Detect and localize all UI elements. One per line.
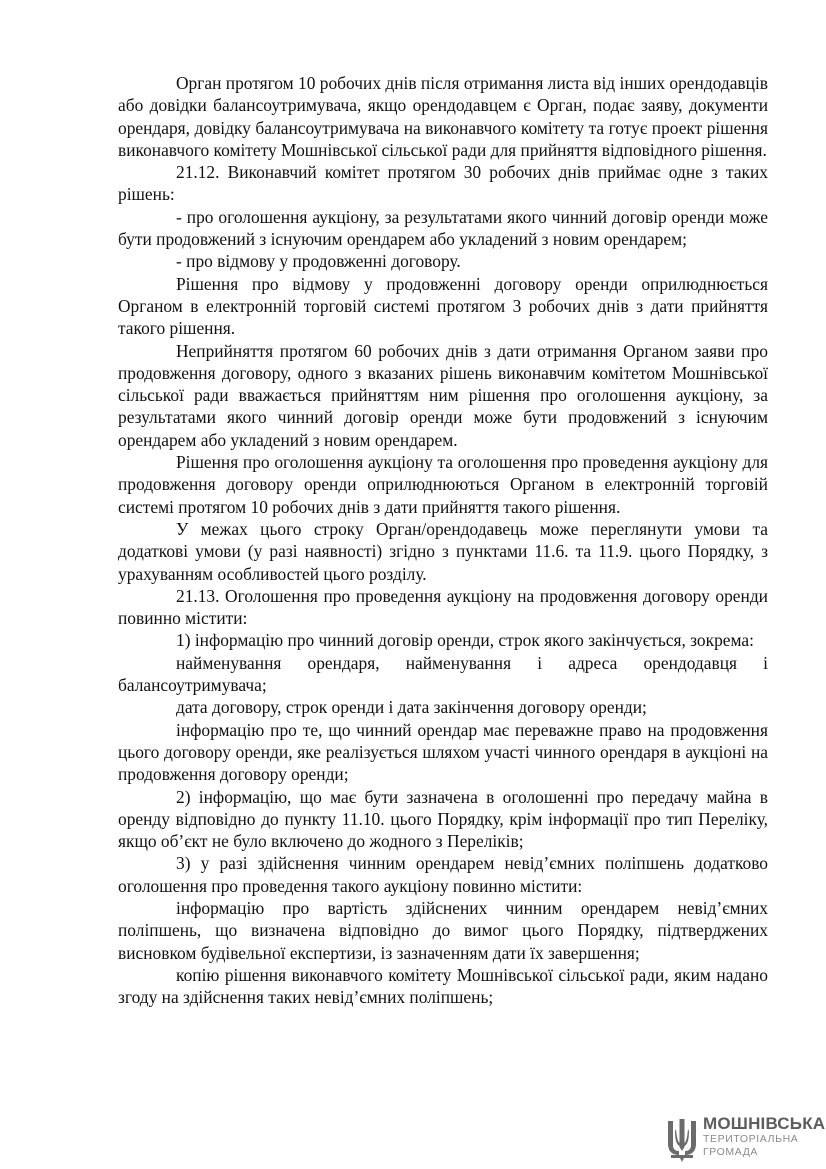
logo-title: МОШНІВСЬКА <box>703 1114 826 1133</box>
paragraph: 21.13. Оголошення про проведення аукціону на продовження договору оренди повинно містити: <box>118 585 768 629</box>
paragraph: 2) інформацію, що має бути зазначена в оголошенні про передачу майна в оренду відповідно до пункту 11.10. цього Порядку, крім інформації про тип Переліку, якщо об’єкт не було включено до жодного з Переліків; <box>118 786 768 852</box>
paragraph: найменування орендаря, найменування і адреса орендодавця і балансоутримувача; <box>118 652 768 696</box>
document-body <box>118 72 768 1008</box>
paragraph: Рішення про відмову у продовженні договору оренди оприлюднюється Органом в електронній торговій системі протягом 3 робочих днів з дати прийняття такого рішення. <box>118 273 768 339</box>
paragraph: У межах цього строку Орган/орендодавець може переглянути умови та додаткові умови (у разі наявності) згідно з пунктами 11.6. та 11.9. цього Порядку, з урахуванням особливостей цього розділу. <box>118 518 768 584</box>
paragraph: 1) інформацію про чинний договір оренди, строк якого закінчується, зокрема: <box>176 630 754 651</box>
paragraph: 3) у разі здійснення чинним орендарем невід’ємних поліпшень додатково оголошення про проведення такого аукціону повинно містити: <box>118 853 768 896</box>
paragraph: 21.12. Виконавчий комітет протягом 30 робочих днів приймає одне з таких рішень: <box>118 162 768 205</box>
paragraph: - про оголошення аукціону, за результатами якого чинний договір оренди може бути продовжений з існуючим орендарем або укладений з новим орендарем; <box>118 206 768 250</box>
paragraph: інформацію про вартість здійснених чинним орендарем невід’ємних поліпшень, що визначена відповідно до вимог цього Порядку, підтверджених висновком будівельної експертизи, із зазначенням дати їх завершення; <box>118 897 768 963</box>
paragraph: Рішення про оголошення аукціону та оголошення про проведення аукціону для продовження договору оренди оприлюднюються Органом в електронній торговій системі протягом 10 робочих днів з дати прийняття такого рішення. <box>118 452 768 517</box>
paragraph: Неприйняття протягом 60 робочих днів з дати отримання Органом заяви про продовження договору, одного з вказаних рішень виконавчим комітетом Мошнівської сільської ради вважається прийняттям ним рішення про оголошення аукціону, за результатами якого чинний договір оренди може бути продовжений з існуючим орендарем або укладений з новим орендарем. <box>118 340 768 450</box>
logo-subtitle: ТЕРИТОРІАЛЬНА <box>703 1133 799 1145</box>
paragraph: копію рішення виконавчого комітету Мошнівської сільської ради, яким надано згоду на здійснення таких невід’ємних поліпшень; <box>118 964 768 1008</box>
paragraph: інформацію про те, що чинний орендар має переважне право на продовження цього договору оренди, яке реалізується шляхом участі чинного орендаря в аукціоні на продовження договору оренди; <box>118 719 768 785</box>
trident-icon <box>665 1117 699 1163</box>
paragraph: дата договору, строк оренди і дата закінчення договору оренди; <box>176 697 647 718</box>
logo-text <box>703 1115 825 1157</box>
logo-subtitle: ГРОМАДА <box>703 1145 759 1158</box>
paragraph: Орган протягом 10 робочих днів після отримання листа від інших орендодавців або довідки балансоутримувача, якщо орендодавцем є Орган, подає заяву, документи орендаря, довідку балансоутримувача на виконавчого комітету та готує проект рішення виконавчого комітету Мошнівської сільської ради для прийняття відповідного рішення. <box>118 73 768 160</box>
paragraph: - про відмову у продовженні договору. <box>176 251 461 272</box>
community-logo <box>665 1113 826 1163</box>
